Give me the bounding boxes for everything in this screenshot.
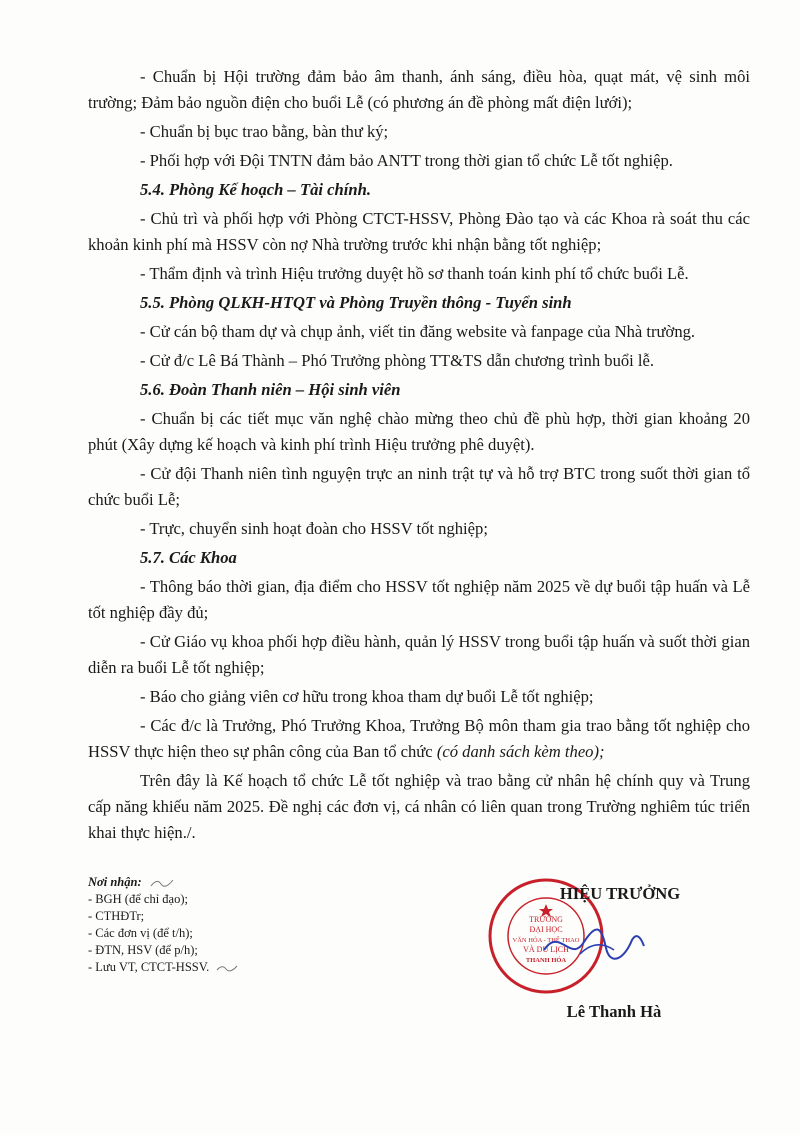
recipient-item: - Các đơn vị (để t/h); xyxy=(88,926,193,940)
paragraph: - Báo cho giảng viên cơ hữu trong khoa tham dự buổi Lễ tốt nghiệp; xyxy=(140,687,594,706)
paragraph: - Phối hợp với Đội TNTN đảm bảo ANTT trong thời gian tổ chức Lễ tốt nghiệp. xyxy=(140,151,673,170)
section-heading-5-5: 5.5. Phòng QLKH-HTQT và Phòng Truyền thông - Tuyển sinh xyxy=(140,293,572,312)
paragraph: - Chuẩn bị các tiết mục văn nghệ chào mừng theo chủ đề phù hợp, thời gian khoảng 20 phút (Xây dựng kế hoạch và kinh phí trình Hiệu trưởng phê duyệt). xyxy=(88,409,750,454)
recipients-title: Nơi nhận: xyxy=(88,875,142,889)
paragraph: - Cử đội Thanh niên tình nguyện trực an ninh trật tự và hỗ trợ BTC trong suốt thời gian tổ chức buổi Lễ; xyxy=(88,464,750,509)
seal-line: TRƯỜNG xyxy=(529,915,563,924)
signer-title: HIỆU TRƯỞNG xyxy=(559,884,681,903)
recipient-item: - ĐTN, HSV (để p/h); xyxy=(88,943,198,957)
paragraph: - Thẩm định và trình Hiệu trưởng duyệt hồ sơ thanh toán kinh phí tổ chức buổi Lễ. xyxy=(140,264,689,283)
section-heading-5-4: 5.4. Phòng Kế hoạch – Tài chính. xyxy=(140,180,371,199)
seal-line: VÀ DU LỊCH xyxy=(523,945,569,954)
recipient-item: - Lưu VT, CTCT-HSSV. xyxy=(88,960,210,974)
paragraph: - Thông báo thời gian, địa điểm cho HSSV tốt nghiệp năm 2025 về dự buổi tập huấn và Lễ tốt nghiệp đầy đủ; xyxy=(88,577,750,622)
document-body xyxy=(88,64,750,849)
recipient-item: - BGH (để chỉ đạo); xyxy=(88,892,188,906)
paragraph: - Trực, chuyển sinh hoạt đoàn cho HSSV tốt nghiệp; xyxy=(140,519,488,538)
signer-name: Lê Thanh Hà xyxy=(566,1002,662,1021)
paragraph xyxy=(88,713,750,765)
paragraph: - Chuẩn bị bục trao bằng, bàn thư ký; xyxy=(140,122,389,141)
paragraph: - Cử Giáo vụ khoa phối hợp điều hành, quản lý HSSV trong buổi tập huấn và suốt thời gian diễn ra buổi Lễ tốt nghiệp; xyxy=(88,632,750,677)
recipient-item: - CTHĐTr; xyxy=(88,909,145,923)
paragraph: - Chuẩn bị Hội trường đảm bảo âm thanh, ánh sáng, điều hòa, quạt mát, vệ sinh môi trường; Đảm bảo nguồn điện cho buổi Lễ (có phương án đề phòng mất điện lưới); xyxy=(88,67,750,112)
initial-mark-icon xyxy=(149,877,175,889)
seal-line: THANH HÓA xyxy=(525,957,567,964)
paragraph: - Chủ trì và phối hợp với Phòng CTCT-HSSV, Phòng Đào tạo và các Khoa rà soát thu các khoản kinh phí mà HSSV còn nợ Nhà trường trước khi nhận bằng tốt nghiệp; xyxy=(88,209,750,254)
section-heading-5-6: 5.6. Đoàn Thanh niên – Hội sinh viên xyxy=(140,380,401,399)
handwritten-signature-icon xyxy=(540,920,650,970)
paragraph-text: - Các đ/c là Trưởng, Phó Trưởng Khoa, Trưởng Bộ môn tham gia trao bằng tốt nghiệp cho HSSV thực hiện theo sự phân công của Ban tổ chức xyxy=(88,716,750,761)
paragraph: - Cử cán bộ tham dự và chụp ảnh, viết tin đăng website và fanpage của Nhà trường. xyxy=(140,322,696,341)
recipients-block xyxy=(88,874,348,976)
initial-mark-icon xyxy=(216,962,238,974)
attachment-note: (có danh sách kèm theo); xyxy=(436,742,605,761)
recipients-heading xyxy=(88,874,348,891)
signature-block xyxy=(480,876,720,1036)
section-heading-5-7: 5.7. Các Khoa xyxy=(140,548,237,567)
paragraph: - Cử đ/c Lê Bá Thành – Phó Trưởng phòng TT&TS dẫn chương trình buổi lễ. xyxy=(140,351,655,370)
recipient-item-last xyxy=(88,959,348,976)
seal-line: VĂN HÓA - THỂ THAO xyxy=(512,937,580,944)
closing-paragraph: Trên đây là Kế hoạch tổ chức Lễ tốt nghiệp và trao bằng cử nhân hệ chính quy và Trung cấp năng khiếu năm 2025. Đề nghị các đơn vị, cá nhân có liên quan trong Trường nghiêm túc triển khai thực hiện./. xyxy=(88,771,750,842)
seal-line: ĐẠI HỌC xyxy=(529,925,563,934)
